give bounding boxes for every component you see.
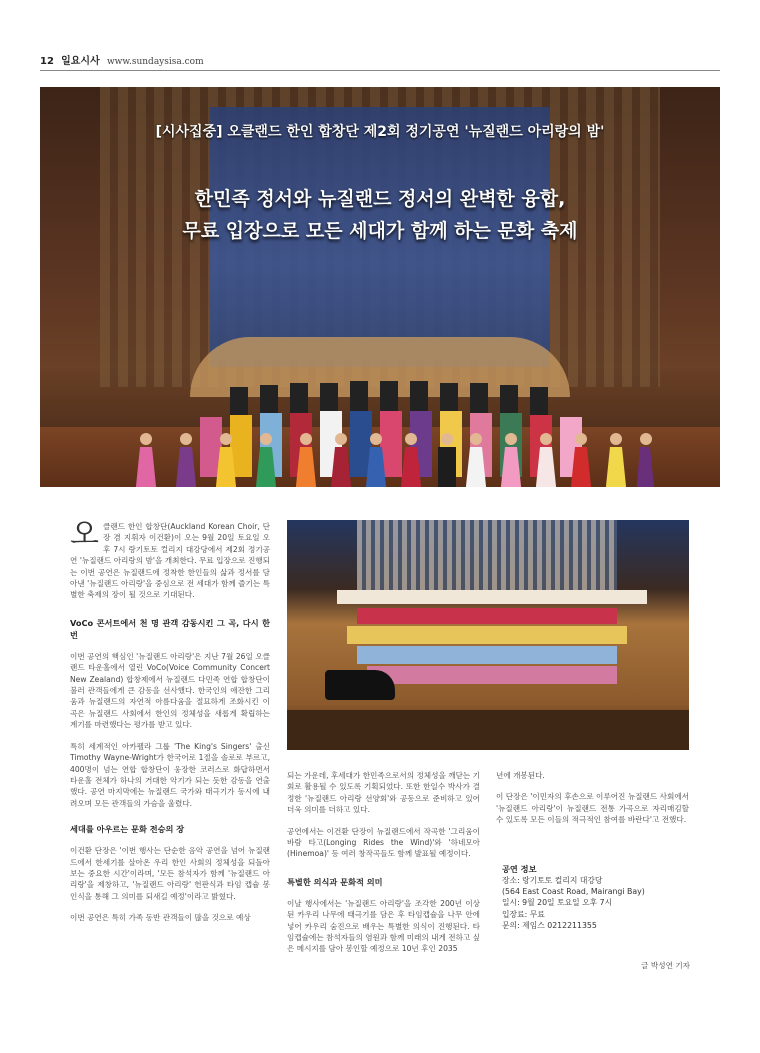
subheading-ceremony: 특별한 의식과 문화적 의미 (287, 876, 383, 887)
info-contact: 문의: 제임스 0212211355 (502, 920, 597, 930)
paragraph: 이건환 단장은 '이번 행사는 단순한 음악 공연을 넘어 뉴질랜드에서 한세기를 살아온 우리 한인 사회의 정체성을 되돌아보는 중요한 시간'이라며, '모든 참석자가 함께 '뉴질랜드 아리랑'을 제창하고, '뉴질랜드 아리랑' 헌판식과 타임 캡슐 봉인식을 통해 그 의미를 되새길 예정'이라고 밝혔다. (70, 846, 270, 901)
paragraph: 이 단장은 '이민자의 후손으로 이루어진 뉴질랜드 사회에서 '뉴질랜드 아리랑'이 뉴질랜드 전통 가곡으로 자리매김할 수 있도록 모든 이들의 적극적인 참여를 바란다'고 전했다. (496, 792, 689, 825)
intro-paragraph (70, 517, 270, 601)
headline-line-2: 무료 입장으로 모든 세대가 함께 하는 문화 축제 (182, 220, 578, 242)
info-datetime: 일시: 9월 20일 토요일 오후 7시 (502, 898, 613, 908)
info-address: (564 East Coast Road, Mairangi Bay) (502, 887, 645, 897)
paragraph: 되는 가운데, 후세대가 한민족으로서의 정체성을 깨닫는 기회로 활용될 수 있도록 기획되었다. 또한 한일수 박사가 결정한 '뉴질랜드 아리랑 선양회'와 공동으로 준비하고 있어 더욱 의미를 더하고 있다. (287, 771, 480, 815)
organ-pipes (357, 520, 617, 590)
magazine-url: www.sundaysisa.com (106, 57, 204, 67)
magazine-name: 일요시사 (61, 56, 100, 67)
article-headline (40, 183, 720, 247)
paragraph: 특히 세계적인 아카펠라 그룹 'The King's Singers' 출신 Timothy Wayne-Wright가 한국어로 1절을 솔로로 부르고, 400명이 넘는 연합 합창단이 웅장한 코러스로 화답하면서 타운홀 전체가 하나의 거대한 악기가 되는 듯한 감동을 연출했다. 공연 마지막에는 뉴질랜드 국가와 태극기가 동시에 내려오며 모든 관객들의 가슴을 울렸다. (70, 741, 270, 808)
page-header (40, 52, 720, 71)
article-kicker: [시사집중] 오클랜드 한인 합창단 제2회 정기공연 '뉴질랜드 아리랑의 밤' (155, 124, 605, 140)
article-column-1 (70, 517, 270, 934)
headline-line-1: 한민족 정서와 뉴질랜드 정서의 완벽한 융합, (194, 188, 566, 210)
paragraph: 이번 공연의 핵심인 '뉴질랜드 아리랑'은 지난 7월 26일 오클랜드 타운홀에서 열린 VoCo(Voice Community Concert New Zealand) 합창제에서 뉴질랜드 다민족 연합 합창단이 불러 관객들에게 큰 감동을 선사했다. 한국인의 애잔한 그리움과 뉴질랜드의 자연적 아름다움을 절묘하게 조화시킨 이 곡은 뉴질랜드 사회에서 한인의 정체성을 새롭게 확립하는 계기를 마련했다는 평가를 받고 있다. (70, 651, 270, 730)
choir-group-illustration (120, 377, 660, 487)
subheading-voco: VoCo 콘서트에서 천 명 관객 감동시킨 그 곡, 다시 한 번 (70, 617, 270, 640)
paragraph: 이날 행사에서는 '뉴질랜드 아리랑'을 조각한 200년 이상 된 카우리 나무에 태극기를 담은 후 타임캡슐을 나무 안에 넣어 카우리 숨진으로 배우는 특별한 의식이 진행된다. 타임캡슐에는 참석자들의 염원과 함께 미래의 내게 전하고 싶은 메시지를 담아 봉인할 예정으로 10년 후인 2035 (287, 898, 480, 954)
intro-text: 클랜드 한인 합창단(Auckland Korean Choir, 단장 겸 지휘자 이건환)이 오는 9월 20일 토요일 오후 7시 랑기토토 컬리지 대강당에서 제2회 정기공연 '뉴질랜드 아리랑의 밤'을 개최한다. 무료 입장으로 진행되는 이번 공연은 뉴질랜드에 정착한 한인들의 삶과 정서를 담아낸 '뉴질랜드 아리랑'을 중심으로 전 세대가 함께 즐기는 특별한 축제의 장이 될 것으로 기대된다. (70, 522, 270, 600)
article-column-2 (287, 770, 480, 965)
paragraph: 년에 개봉된다. (496, 771, 545, 780)
page-number: 12 (40, 56, 54, 67)
info-place: 장소: 랑기토토 컬리지 대강당 (502, 876, 603, 885)
paragraph: 이번 공연은 특히 가족 동반 관객들이 많을 것으로 예상 (70, 913, 251, 923)
drop-cap: 오 (70, 517, 99, 552)
hall-floor (287, 710, 689, 750)
hero-photo (40, 87, 720, 487)
subheading-generations: 세대를 아우르는 문화 전승의 장 (70, 824, 185, 835)
info-admission: 입장료: 무료 (502, 909, 545, 919)
byline: 글 박성연 기자 (641, 961, 690, 970)
info-title: 공연 정보 (502, 864, 537, 874)
performance-info (502, 864, 692, 931)
article-column-3 (496, 770, 689, 836)
paragraph: 공연에서는 이건환 단장이 뉴질랜드에서 작곡한 '그리움이 바람 타고(Longing Rides the Wind)'와 '하네모아(Hinemoa)' 등 여러 창작곡들도 함께 발표될 예정이다. (287, 826, 480, 859)
concert-hall-photo (287, 520, 689, 750)
grand-piano (325, 670, 395, 700)
